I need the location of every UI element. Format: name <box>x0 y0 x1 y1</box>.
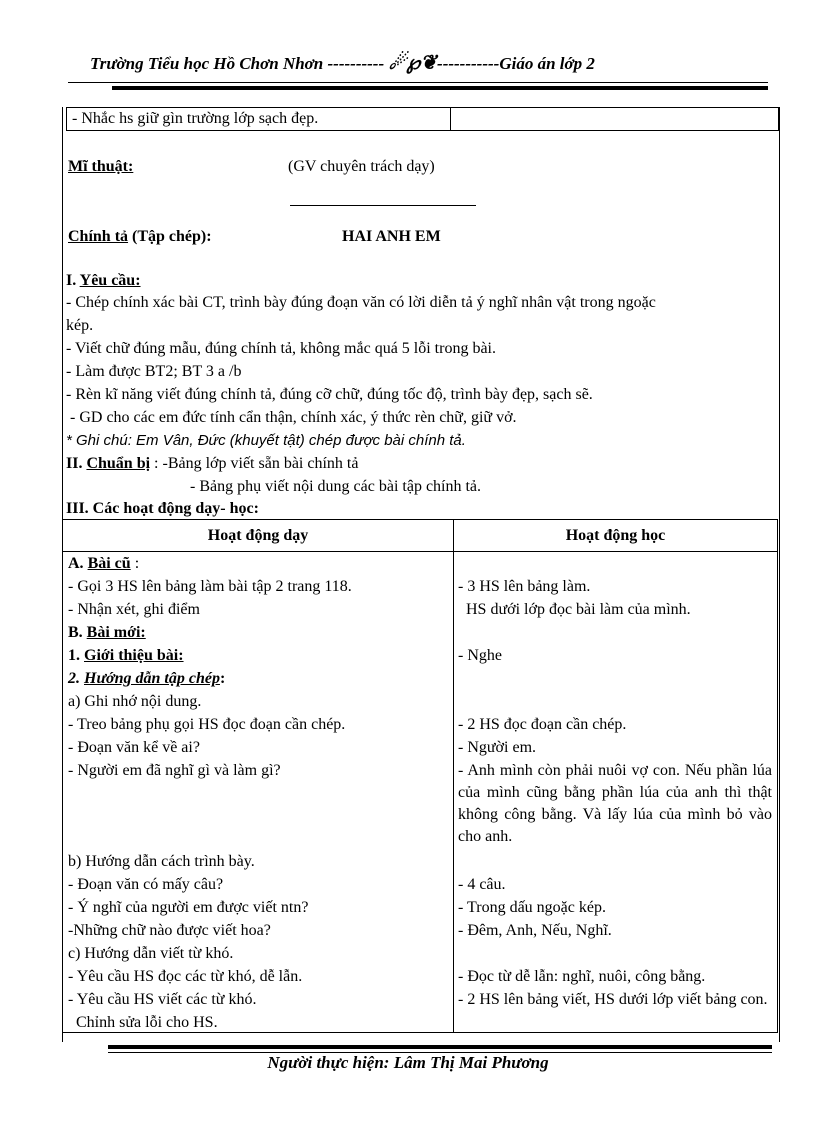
requirement-line: - Rèn kĩ năng viết đúng chính tả, đúng cỡ chữ, đúng tốc độ, trình bày đẹp, sạch sẽ. <box>66 386 593 403</box>
step-2-num: 2. <box>68 670 80 687</box>
step-1-heading <box>68 645 184 667</box>
art-label: Mĩ thuật: <box>68 158 134 175</box>
student-step: - Đọc từ dễ lẫn: nghĩ, nuôi, công bằng. <box>458 968 706 985</box>
teacher-step: - Treo bảng phụ gọi HS đọc đoạn cần chép. <box>68 716 346 733</box>
lesson-title: HAI ANH EM <box>342 228 441 245</box>
previous-row-left: - Nhắc hs giữ gìn trường lớp sạch đẹp. <box>67 108 451 130</box>
header-dashes-left: ---------- <box>327 54 385 73</box>
grade-label: Giáo án lớp 2 <box>499 54 595 73</box>
requirements-title: Yêu cầu: <box>79 272 141 289</box>
teacher-step: - Đoạn văn kể về ai? <box>68 739 200 756</box>
student-step: - 2 HS đọc đoạn cần chép. <box>458 716 627 733</box>
requirement-line: kép. <box>66 317 94 334</box>
footer-rule-thick <box>108 1045 772 1049</box>
requirement-line: - GD cho các em đức tính cẩn thận, chính xác, ý thức rèn chữ, giữ vở. <box>66 409 517 426</box>
requirements-num: I. <box>66 272 77 289</box>
student-step: HS dưới lớp đọc bài làm của mình. <box>458 601 691 618</box>
teacher-step: a) Ghi nhớ nội dung. <box>68 693 202 710</box>
student-step: - 2 HS lên bảng viết, HS dưới lớp viết bảng con. <box>458 991 768 1008</box>
teacher-step: - Người em đã nghĩ gì và làm gì? <box>68 762 281 779</box>
table-header-divider <box>63 551 777 552</box>
page-header <box>90 50 730 75</box>
section-a-label: A. <box>68 555 84 572</box>
spelling-heading <box>68 226 212 248</box>
section-separator <box>290 205 476 206</box>
step-1-title: Giới thiệu bài: <box>84 647 184 664</box>
requirement-line: - Chép chính xác bài CT, trình bày đúng đoạn văn có lời diễn tả ý nghĩ nhân vật trong ngoặc <box>66 294 656 311</box>
teacher-step: -Những chữ nào được viết hoa? <box>68 922 271 939</box>
student-step: - 4 câu. <box>458 876 506 893</box>
teacher-step: - Nhận xét, ghi điểm <box>68 601 200 618</box>
teacher-step: - Ý nghĩ của người em được viết ntn? <box>68 899 309 916</box>
teacher-step: - Gọi 3 HS lên bảng làm bài tập 2 trang 118. <box>68 578 352 595</box>
header-dashes-right: ----------- <box>437 54 500 73</box>
teacher-step: b) Hướng dẫn cách trình bày. <box>68 853 255 870</box>
student-step: - Đêm, Anh, Nếu, Nghĩ. <box>458 922 612 939</box>
step-2-heading <box>68 668 225 690</box>
col-header-teacher: Hoạt động dạy <box>207 527 309 544</box>
art-note: (GV chuyên trách dạy) <box>288 158 435 175</box>
requirement-line: - Làm được BT2; BT 3 a /b <box>66 363 242 380</box>
teacher-step: c) Hướng dẫn viết từ khó. <box>68 945 234 962</box>
spelling-label: Chính tả <box>68 228 129 245</box>
prepare-line-2: - Bảng phụ viết nội dung các bài tập chính tả. <box>190 478 482 495</box>
requirements-heading <box>66 270 141 292</box>
student-step: - Anh mình còn phải nuôi vợ con. Nếu phần lúa của mình cũng bằng phần lúa của anh thì thật không công bằng. Và lấy lúa của mình bỏ vào cho anh. <box>458 762 772 845</box>
step-1-num: 1. <box>68 647 80 664</box>
section-a-colon: : <box>130 555 140 572</box>
teacher-step: - Đoạn văn có mấy câu? <box>68 876 224 893</box>
student-step: - Người em. <box>458 739 537 756</box>
teacher-step: - Yêu cầu HS viết các từ khó. <box>68 991 257 1008</box>
section-b-title: Bài mới: <box>86 624 146 641</box>
requirement-line: - Viết chữ đúng mẫu, đúng chính tả, không mắc quá 5 lỗi trong bài. <box>66 340 496 357</box>
section-a-title: Bài cũ <box>87 555 131 572</box>
col-header-student: Hoạt động học <box>565 527 666 544</box>
prepare-line-1 <box>66 453 358 475</box>
header-rule-thick <box>112 86 768 90</box>
step-2-title: Hướng dẫn tập chép <box>84 670 220 687</box>
section-a-heading <box>68 553 139 575</box>
prepare-title: Chuẩn bị <box>86 455 151 472</box>
footer-author: Người thực hiện: Lâm Thị Mai Phương <box>267 1053 549 1072</box>
section-b-heading <box>68 622 146 644</box>
requirements-note: * Ghi chú: Em Vân, Đức (khuyết tật) chép được bài chính tả. <box>66 432 466 449</box>
teacher-step: - Yêu cầu HS đọc các từ khó, dễ lẫn. <box>68 968 303 985</box>
section-b-label: B. <box>68 624 83 641</box>
student-step: - Trong dấu ngoặc kép. <box>458 899 606 916</box>
table-column-divider <box>453 520 454 1032</box>
student-step: - Nghe <box>458 647 502 664</box>
prepare-num: II. <box>66 455 83 472</box>
step-2-colon: : <box>219 670 226 687</box>
school-name: Trường Tiểu học Hồ Chơn Nhơn <box>90 54 324 73</box>
previous-table-row <box>66 107 779 131</box>
spelling-type: (Tập chép): <box>132 228 212 245</box>
ornament-icon: ☄℘❦ <box>388 52 438 74</box>
prepare-board: : -Bảng lớp viết sẵn bài chính tả <box>150 455 359 472</box>
header-rule-thin <box>68 82 768 83</box>
activities-heading: III. Các hoạt động dạy- học: <box>66 500 259 517</box>
student-step: - 3 HS lên bảng làm. <box>458 578 591 595</box>
teacher-step: Chỉnh sửa lỗi cho HS. <box>68 1014 218 1031</box>
